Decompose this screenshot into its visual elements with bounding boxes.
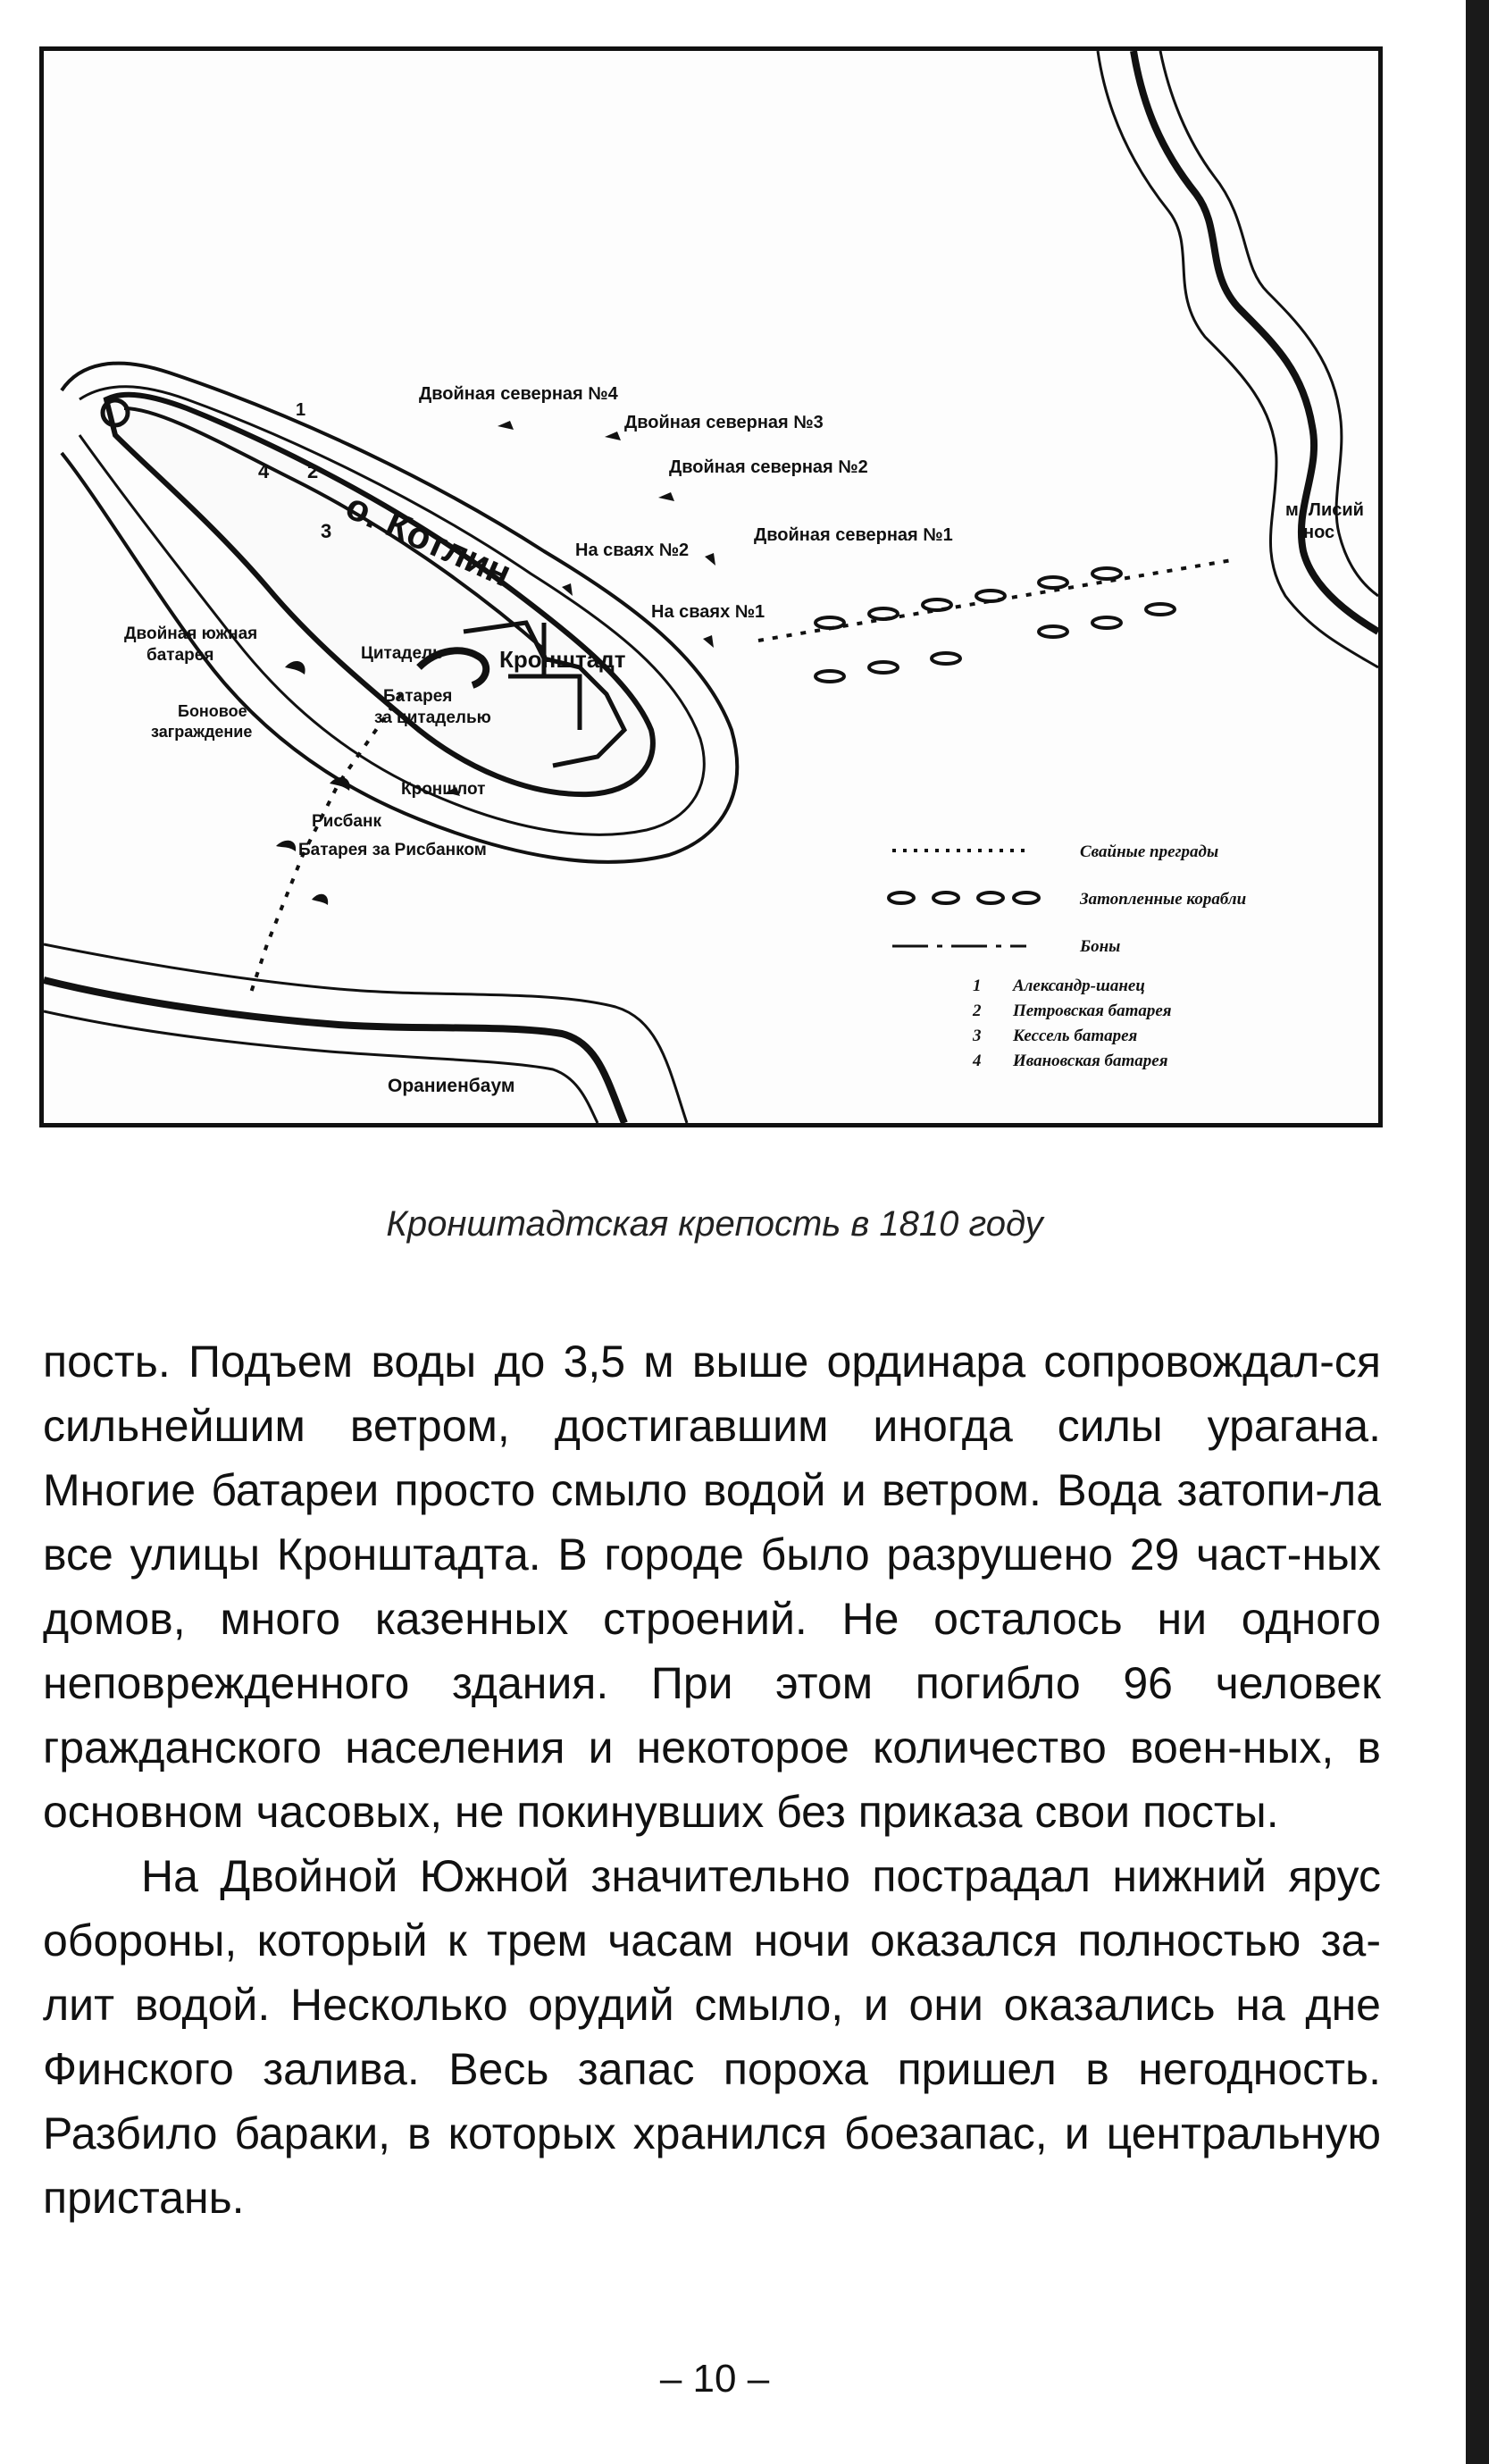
label-boom-2: заграждение — [151, 723, 253, 741]
legend-item-text: Ивановская батарея — [1013, 1052, 1168, 1070]
paragraph: пость. Подъем воды до 3,5 м выше ординара сопровождал-ся сильнейшим ветром, достигавшим иногда силы урагана. Многие батареи просто смыло водой и ветром. Вода затопи-ла все улицы Кронштадта. В городе было разрушено 29 част-ных домов, много казенных строений. Не осталось ни одного неповрежденного здания. При этом погибло 96 человек гражданского населения и некоторое количество воен-ных, в основном часовых, не покинувших без приказа свои посты. — [43, 1337, 1381, 1837]
sunken-ships — [816, 568, 1175, 682]
label-citadel: Цитадель — [361, 644, 443, 663]
fortress-map — [44, 51, 1378, 1123]
legend-item-text: Александр-шанец — [1013, 976, 1145, 995]
label-south-1: Двойная южная — [124, 624, 258, 643]
figure-caption: Кронштадтская крепость в 1810 году — [386, 1204, 1043, 1244]
legend-item-key: 4 — [973, 1052, 982, 1070]
label-oranienbaum: Ораниенбаум — [388, 1076, 515, 1096]
label-piles-2: На сваях №2 — [575, 541, 690, 560]
map-figure — [39, 46, 1383, 1127]
label-piles-1: На сваях №1 — [651, 602, 765, 622]
label-north-2: Двойная северная №2 — [669, 457, 868, 477]
label-num-3: 3 — [321, 520, 332, 542]
page-number: – 10 – — [659, 2357, 770, 2401]
label-risbank: Рисбанк — [312, 812, 381, 831]
legend-item-text: Петровская батарея — [1013, 1002, 1172, 1020]
paragraph: На Двойной Южной значительно пострадал нижний ярус обороны, который к трем часам ночи оказался полностью за-лит водой. Несколько орудий смыло, и они оказались на дне Финского залива. Весь запас пороха пришел в негодность. Разбило бараки, в которых хранился боезапас, и центральную пристань. — [43, 1851, 1381, 2223]
legend-item-key: 2 — [973, 1002, 982, 1020]
legend-item-key: 3 — [973, 1027, 982, 1045]
label-lisiy-nos-2: нос — [1303, 523, 1335, 542]
label-boom-1: Боновое — [178, 702, 247, 720]
legend-item-text: Боны — [1080, 937, 1121, 956]
legend — [889, 842, 1246, 1070]
page-edge — [1466, 0, 1489, 2464]
label-kotlin: о. Котлин — [339, 484, 518, 595]
label-behind-risbank: Батарея за Рисбанком — [298, 841, 487, 859]
legend-item-text: Кессель батарея — [1013, 1027, 1138, 1045]
label-south-2: батарея — [146, 646, 214, 665]
label-num-4: 4 — [258, 460, 270, 482]
label-lisiy-nos: м. Лисий — [1285, 500, 1364, 520]
legend-item-key: 1 — [973, 976, 982, 995]
legend-key-ships — [889, 893, 1039, 903]
body-text — [43, 1329, 1381, 2230]
label-num-1: 1 — [296, 400, 306, 420]
label-kronshtadt: Кронштадт — [499, 646, 626, 673]
legend-item-text: Свайные преграды — [1080, 842, 1219, 861]
label-north-1: Двойная северная №1 — [754, 525, 953, 545]
south-coast-shoal — [44, 944, 687, 1123]
label-north-4: Двойная северная №4 — [419, 384, 618, 404]
legend-item-text: Затопленные корабли — [1080, 890, 1247, 909]
label-behind-citadel-1: Батарея — [383, 687, 453, 706]
label-behind-citadel-2: за цитаделью — [374, 708, 491, 727]
label-north-3: Двойная северная №3 — [624, 413, 824, 432]
label-kronshlot: Кроншлот — [401, 780, 486, 799]
label-num-2: 2 — [307, 460, 319, 482]
